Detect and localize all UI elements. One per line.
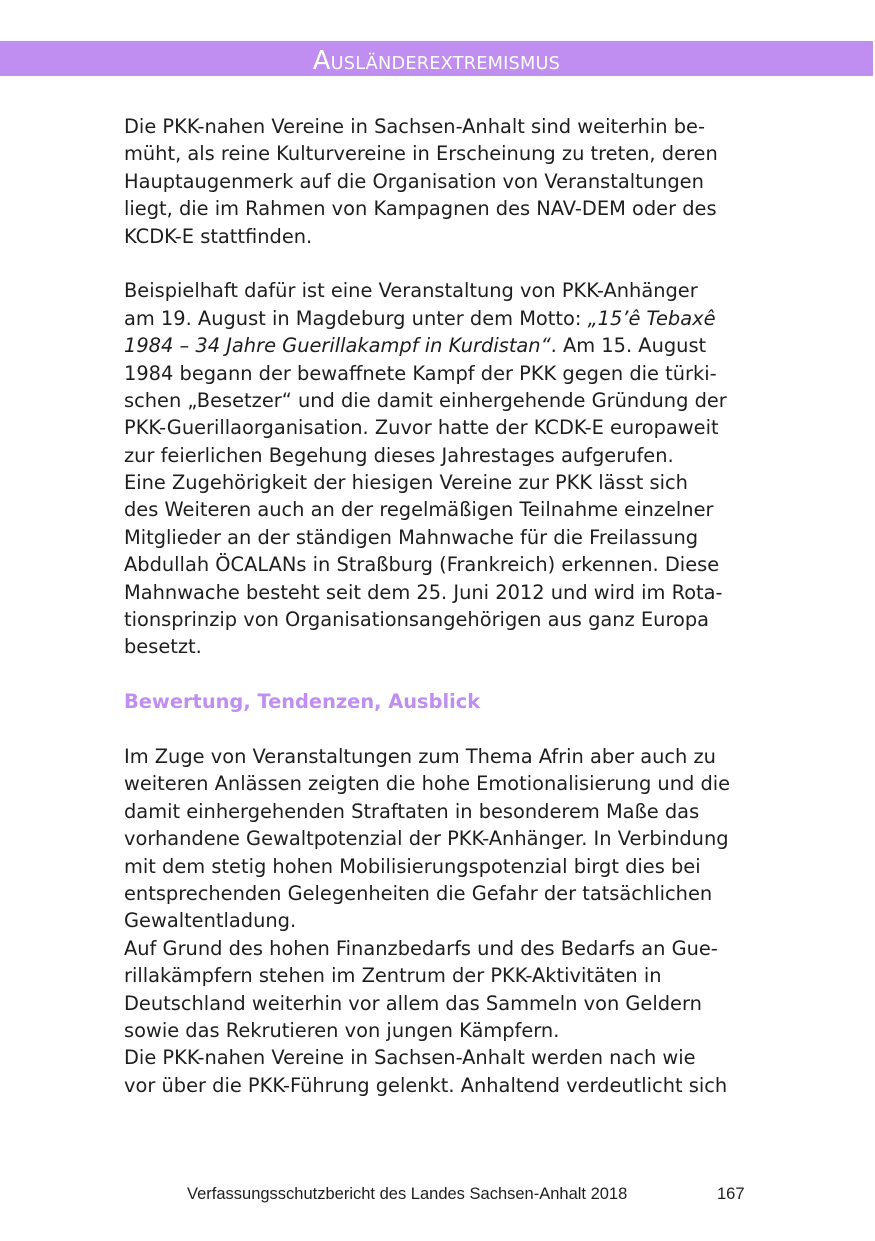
text-line: müht, als reine Kulturvereine in Erscheinung zu treten, deren [124,142,718,166]
paragraph-2 [124,277,764,660]
page-number: 167 [717,1185,745,1203]
motto-quote-end: 1984 – 34 Jahre Guerillakampf in Kurdistan“ [124,334,551,358]
paragraph-spacer [124,661,764,688]
text-line: Mahnwache besteht seit dem 25. Juni 2012 und wird im Rota- [124,580,723,604]
section-title: Ausländerextremismus [312,46,561,76]
text-line: damit einhergehenden Straftaten in besonderem Maße das [124,799,700,823]
text-line: sowie das Rekrutieren von jungen Kämpfern. [124,1018,560,1042]
text-line: weiteren Anlässen zeigten die hohe Emotionalisierung und die [124,772,731,796]
text-line: Hauptaugenmerk auf die Organisation von Veranstaltungen [124,169,704,193]
text-line: 1984 begann der bewaffnete Kampf der PKK gegen die türki- [124,361,717,385]
text-line: tionsprinzip von Organisationsangehörigen aus ganz Europa [124,608,710,632]
text-line: des Weiteren auch an der regelmäßigen Teilnahme einzelner [124,498,714,522]
text-line: rillakämpfern stehen im Zentrum der PKK-Aktivitäten in [124,964,662,988]
paragraph-spacer [124,250,764,277]
paragraph-spacer [124,716,764,743]
text-line: vorhandene Gewaltpotenzial der PKK-Anhänger. In Verbindung [124,827,729,851]
text-line: Die PKK-nahen Vereine in Sachsen-Anhalt sind weiterhin be- [124,115,705,138]
text-line: KCDK-E stattfinden. [124,224,313,248]
section-header-bar [0,41,873,76]
text-line: Eine Zugehörigkeit der hiesigen Vereine zur PKK lässt sich [124,471,688,495]
body-text [124,113,764,1099]
motto-quote-start: „15’ê Tebaxê [587,306,716,330]
paragraph-3 [124,743,764,1099]
text-line: Auf Grund des hohen Finanzbedarfs und des Bedarfs an Gue- [124,936,718,960]
publication-title: Verfassungsschutzbericht des Landes Sachsen-Anhalt 2018 [187,1185,628,1203]
text-line: PKK-Guerillaorganisation. Zuvor hatte der KCDK-E europaweit [124,416,719,440]
text-line: Gewaltentladung. [124,909,297,933]
text-line [124,332,764,359]
text-line: zur feierlichen Begehung dieses Jahrestages aufgerufen. [124,443,674,467]
section-heading: Bewertung, Tendenzen, Ausblick [124,690,481,714]
text-line: vor über die PKK-Führung gelenkt. Anhaltend verdeutlicht sich [124,1073,728,1097]
text-line: Deutschland weiterhin vor allem das Sammeln von Geldern [124,991,702,1015]
text-segment: . Am 15. August [550,334,707,358]
text-line: besetzt. [124,635,202,659]
text-line: Mitglieder an der ständigen Mahnwache für die Freilassung [124,525,699,549]
paragraph-1 [124,113,764,250]
text-line: Beispielhaft dafür ist eine Veranstaltung von PKK-Anhänger [124,279,698,303]
page-footer [0,1182,875,1206]
text-line: liegt, die im Rahmen von Kampagnen des NAV-DEM oder des [124,197,717,221]
text-line: Im Zuge von Veranstaltungen zum Thema Afrin aber auch zu [124,744,716,768]
text-line: Die PKK-nahen Vereine in Sachsen-Anhalt werden nach wie [124,1046,696,1070]
text-line [124,305,764,332]
text-line: schen „Besetzer“ und die damit einhergehende Gründung der [124,388,727,412]
text-line: entsprechenden Gelegenheiten die Gefahr der tatsächlichen [124,881,713,905]
text-line: Abdullah ÖCALANs in Straßburg (Frankreich) erkennen. Diese [124,553,720,577]
text-segment: am 19. August in Magdeburg unter dem Motto: [124,306,588,330]
text-line: mit dem stetig hohen Mobilisierungspotenzial birgt dies bei [124,854,701,878]
